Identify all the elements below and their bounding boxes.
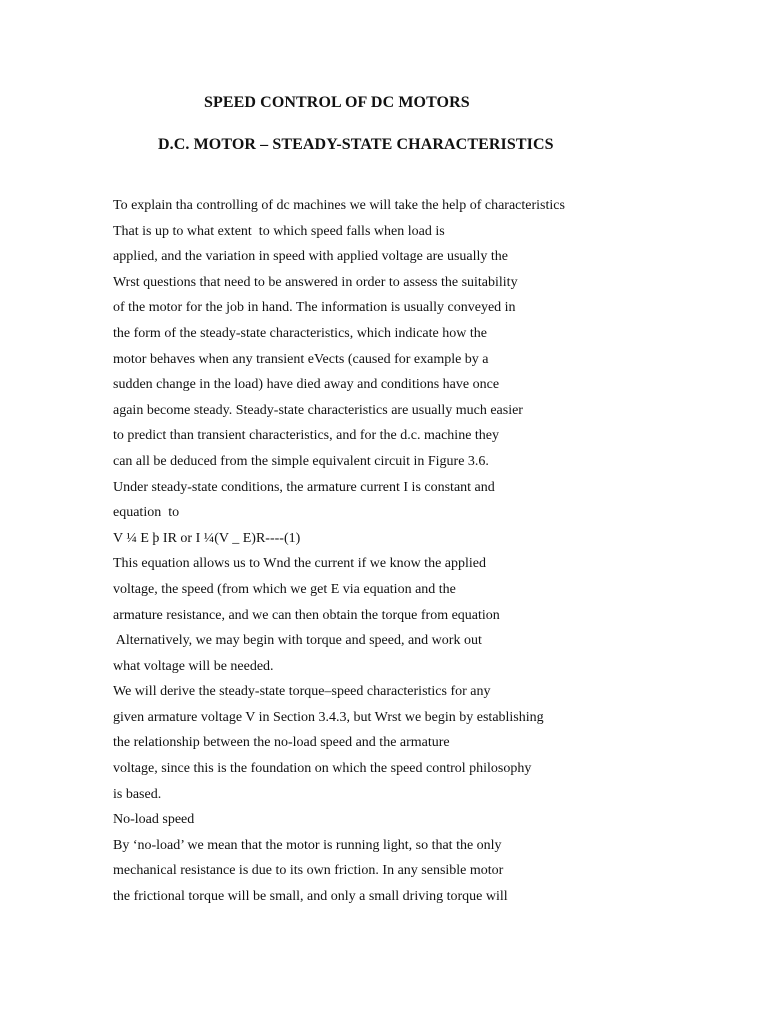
text-line: By ‘no-load’ we mean that the motor is running light, so that the only	[113, 837, 502, 853]
equation-line: V ¼ E þ IR or I ¼(V _ E)R----(1)	[113, 530, 301, 546]
text-line: This equation allows us to Wnd the current if we know the applied	[113, 556, 486, 572]
text-line: voltage, since this is the foundation on which the speed control philosophy	[113, 761, 532, 777]
text-line: what voltage will be needed.	[113, 658, 274, 674]
text-line: the relationship between the no-load speed and the armature	[113, 735, 450, 751]
text-line: given armature voltage V in Section 3.4.3, but Wrst we begin by establishing	[113, 709, 544, 725]
text-line: equation to	[113, 505, 180, 521]
text-line: of the motor for the job in hand. The information is usually conveyed in	[113, 300, 516, 316]
text-line: the frictional torque will be small, and only a small driving torque will	[113, 889, 508, 905]
text-line: We will derive the steady-state torque–speed characteristics for any	[113, 684, 491, 700]
text-line: Under steady-state conditions, the armature current I is constant and	[113, 479, 495, 495]
section-heading-no-load-speed: No-load speed	[113, 812, 195, 828]
text-line: mechanical resistance is due to its own friction. In any sensible motor	[113, 863, 504, 879]
text-line: voltage, the speed (from which we get E via equation and the	[113, 581, 456, 597]
body-text	[113, 196, 565, 913]
text-line: is based.	[113, 786, 162, 802]
text-line: motor behaves when any transient eVects (caused for example by a	[113, 351, 489, 367]
text-line: to predict than transient characteristics, and for the d.c. machine they	[113, 428, 500, 444]
document-title: SPEED CONTROL OF DC MOTORS	[204, 94, 470, 111]
text-line: applied, and the variation in speed with applied voltage are usually the	[113, 249, 508, 265]
text-line: armature resistance, and we can then obtain the torque from equation	[113, 607, 500, 623]
document-subtitle: D.C. MOTOR – STEADY-STATE CHARACTERISTICS	[158, 136, 554, 153]
text-line: To explain tha controlling of dc machines we will take the help of characteristics	[113, 198, 565, 213]
text-line: the form of the steady-state characteristics, which indicate how the	[113, 325, 487, 341]
text-line: again become steady. Steady-state characteristics are usually much easier	[113, 402, 523, 418]
text-line: can all be deduced from the simple equivalent circuit in Figure 3.6.	[113, 453, 489, 469]
text-line: sudden change in the load) have died away and conditions have once	[113, 377, 500, 393]
text-line: That is up to what extent to which speed falls when load is	[113, 223, 445, 239]
text-line: Alternatively, we may begin with torque and speed, and work out	[113, 633, 482, 649]
text-line: Wrst questions that need to be answered in order to assess the suitability	[113, 274, 518, 290]
